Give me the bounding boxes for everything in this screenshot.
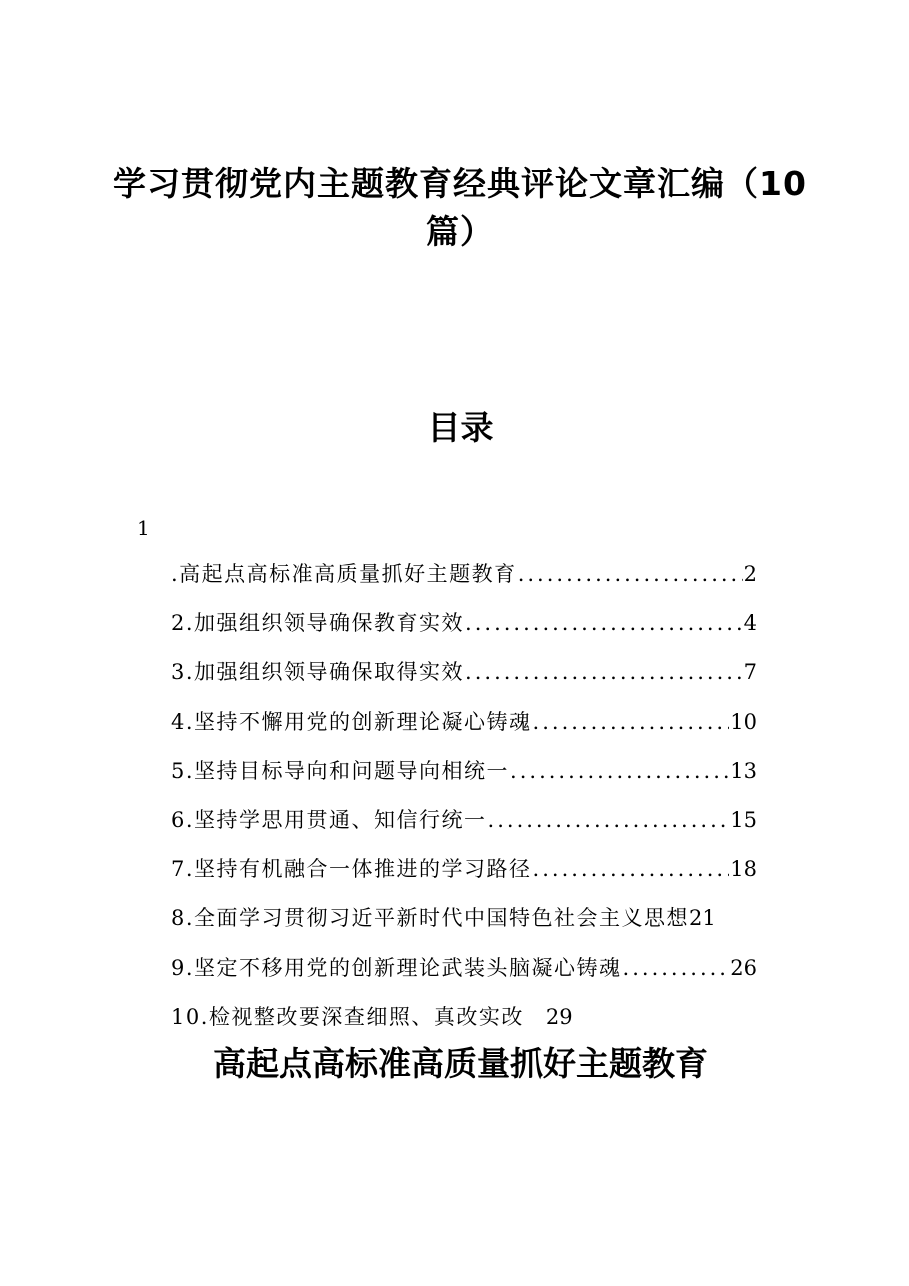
toc-entry-3[interactable] <box>171 654 757 703</box>
toc-entry-title: 9.坚定不移用党的创新理论武装头脑凝心铸魂 <box>171 955 622 980</box>
toc-leader-dots <box>533 704 730 740</box>
toc-entry-title: 7.坚持有机融合一体推进的学习路径 <box>171 857 532 882</box>
toc-leader-dots <box>510 753 729 789</box>
toc-entry-title: 3.加强组织领导确保取得实效 <box>171 660 465 685</box>
toc-entry-title: 10.检视整改要深查细照、真改实改 <box>171 1004 524 1029</box>
toc-heading: 目录 <box>427 408 494 447</box>
toc-entry-9[interactable] <box>171 950 757 999</box>
toc-entry-title: 5.坚持目标导向和问题导向相统一 <box>171 758 510 783</box>
toc-entry-page: 18 <box>730 857 757 882</box>
toc-leader-dots <box>518 556 743 592</box>
toc-entry-2[interactable] <box>171 605 757 654</box>
toc-leader-dots <box>488 802 730 838</box>
table-of-contents <box>171 556 757 1048</box>
toc-entry-title: 6.坚持学思用贯通、知信行统一 <box>171 807 487 832</box>
toc-entry-page: 10 <box>730 709 757 734</box>
toc-leader-dots <box>623 950 730 986</box>
document-title: 学习贯彻党内主题教育经典评论文章汇编（10篇） <box>113 164 807 251</box>
toc-entry-page: 7 <box>743 660 757 685</box>
section-title: 高起点高标准高质量抓好主题教育 <box>213 1044 708 1083</box>
toc-leader-dots <box>533 851 730 887</box>
toc-entry-6[interactable] <box>171 802 757 851</box>
toc-entry-8[interactable] <box>171 900 757 949</box>
toc-entry-7[interactable] <box>171 851 757 900</box>
toc-entry-page: 29 <box>545 1004 573 1029</box>
toc-entry-title: .高起点高标准高质量抓好主题教育 <box>171 562 517 586</box>
toc-entry-page: 4 <box>743 611 757 636</box>
toc-entry-4[interactable] <box>171 704 757 753</box>
toc-entry-5[interactable] <box>171 753 757 802</box>
toc-entry-title: 8.全面学习贯彻习近平新时代中国特色社会主义思想 <box>171 906 690 931</box>
toc-leader-dots <box>465 605 743 641</box>
toc-entry-page: 26 <box>730 955 757 980</box>
toc-entry-title: 2.加强组织领导确保教育实效 <box>171 611 465 636</box>
toc-entry-page: 21 <box>689 906 716 931</box>
toc-entry-page: 15 <box>730 807 757 832</box>
toc-entry-page: 2 <box>743 562 757 586</box>
toc-lead-number: 1 <box>137 516 150 540</box>
toc-leader-dots <box>465 654 743 690</box>
toc-entry-1[interactable] <box>171 556 757 605</box>
toc-entry-title: 4.坚持不懈用党的创新理论凝心铸魂 <box>171 709 532 734</box>
toc-entry-page: 13 <box>730 758 757 783</box>
